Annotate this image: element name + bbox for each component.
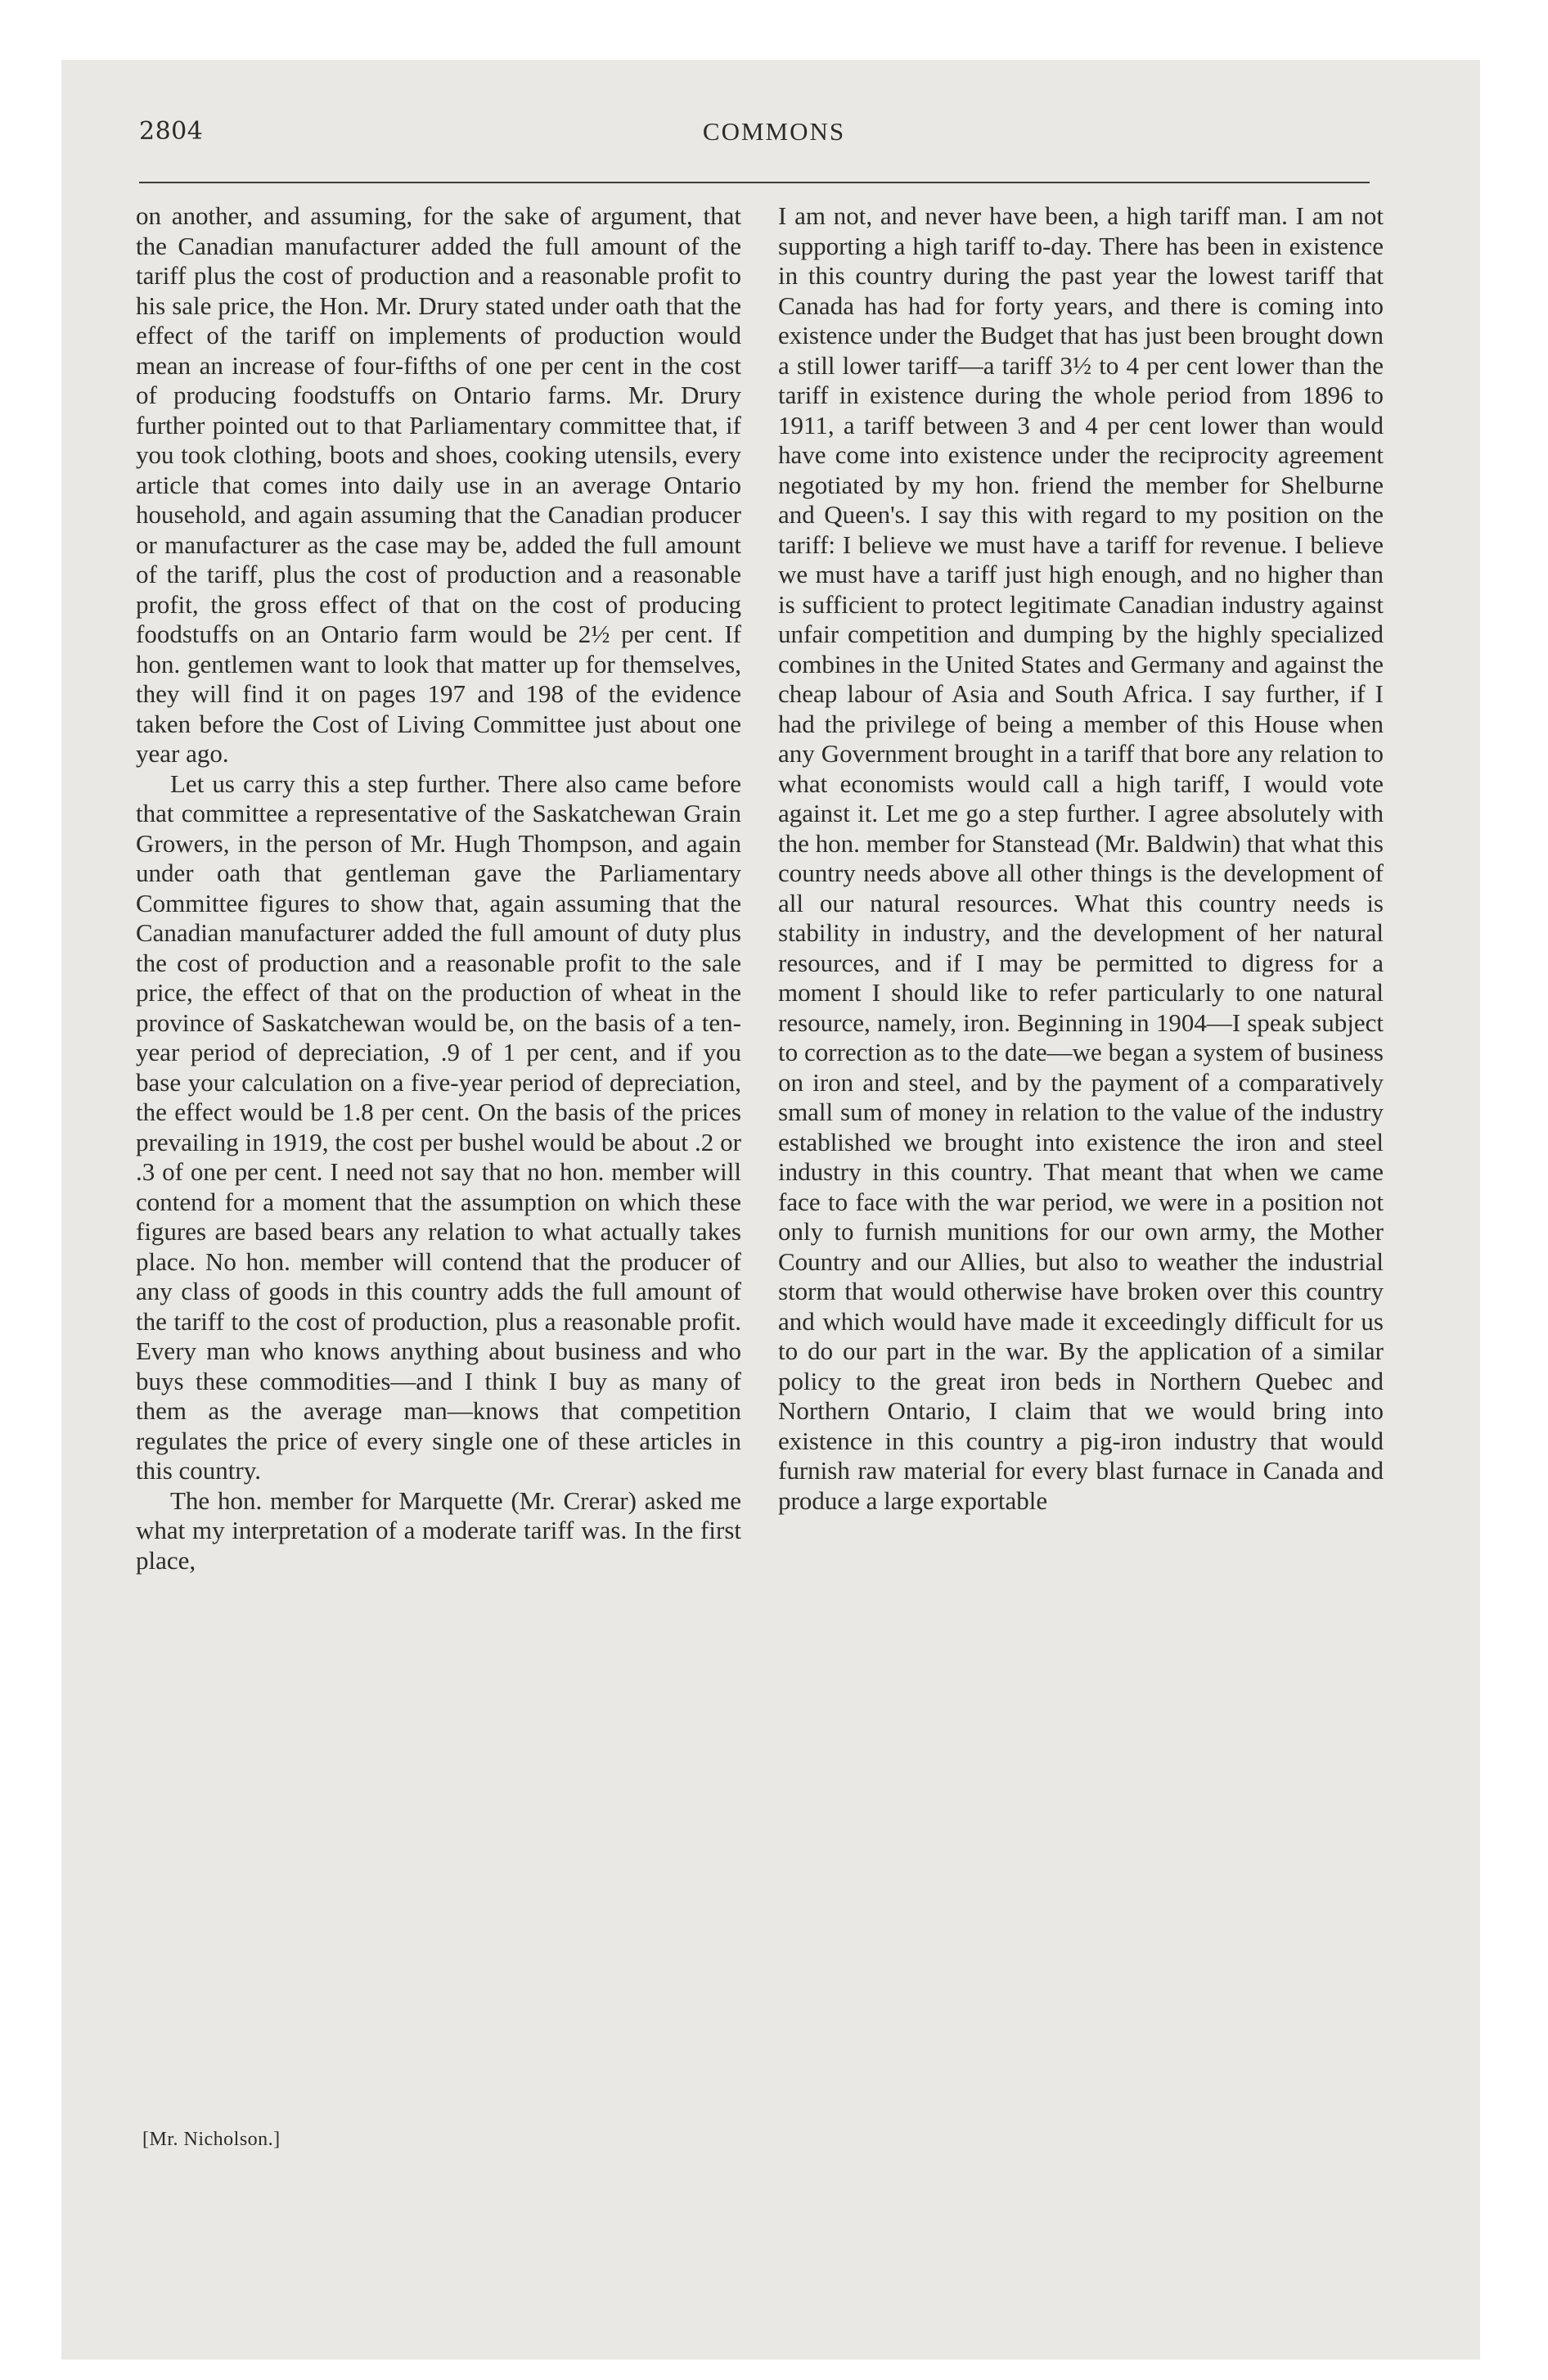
paragraph: The hon. member for Marquette (Mr. Crerar) asked me what my interpretation of a moderate tariff was. In the first place, [136, 1485, 741, 1575]
page-number: 2804 [139, 117, 204, 146]
paragraph: Let us carry this a step further. There also came before that committee a representative of the Saskatchewan Grain Growers, in the person of Mr. Hugh Thompson, and again under oath that gentleman gave the Parliamentary Committee figures to show that, again assuming that the Canadian manufacturer added the full amount of duty plus the cost of production and a reasonable profit to the sale price, the effect of that on the production of wheat in the province of Saskatchewan would be, on the basis of a ten-year period of depreciation, .9 of 1 per cent, and if you base your calculation on a five-year period of depreciation, the effect would be 1.8 per cent. On the basis of the prices prevailing in 1919, the cost per bushel would be about .2 or .3 of one per cent. I need not say that no hon. member will contend for a moment that the assumption on which these figures are based bears any relation to what actually takes place. No hon. member will contend that the producer of any class of goods in this country adds the full amount of the tariff to the cost of production, plus a reasonable profit. Every man who knows anything about business and who buys these commodities—and I think I buy as many of them as the average man—knows that competition regulates the price of every single one of these articles in this country. [136, 769, 741, 1485]
right-column [778, 201, 1384, 1516]
left-column [136, 201, 741, 1575]
paragraph: I am not, and never have been, a high tariff man. I am not supporting a high tariff to-day. There has been in existence in this country during the past year the lowest tariff that Canada has had for forty years, and there is coming into existence under the Budget that has just been brought down a still lower tariff—a tariff 3½ to 4 per cent lower than the tariff in existence during the whole period from 1896 to 1911, a tariff between 3 and 4 per cent lower than would have come into existence under the reciprocity agreement negotiated by my hon. friend the member for Shelburne and Queen's. I say this with regard to my position on the tariff: I believe we must have a tariff for revenue. I believe we must have a tariff just high enough, and no higher than is sufficient to protect legitimate Canadian industry against unfair competition and dumping by the highly specialized combines in the United States and Germany and against the cheap labour of Asia and South Africa. I say further, if I had the privilege of being a member of this House when any Government brought in a tariff that bore any relation to what economists would call a high tariff, I would vote against it. Let me go a step further. I agree absolutely with the hon. member for Stanstead (Mr. Baldwin) that what this country needs above all other things is the development of all our natural resources. What this country needs is stability in industry, and the development of her natural resources, and if I may be permitted to digress for a moment I should like to refer particularly to one natural resource, namely, iron. Beginning in 1904—I speak subject to correction as to the date—we began a system of business on iron and steel, and by the payment of a comparatively small sum of money in relation to the value of the industry established we brought into existence the iron and steel industry in this country. That meant that when we came face to face with the war period, we were in a position not only to furnish munitions for our own army, the Mother Country and our Allies, but also to weather the industrial storm that would otherwise have broken over this country and which would have made it exceedingly difficult for us to do our part in the war. By the application of a similar policy to the great iron beds in Northern Quebec and Northern Ontario, I claim that we would bring into existence in this country a pig-iron industry that would furnish raw material for every blast furnace in Canada and produce a large exportable [778, 201, 1384, 1515]
running-head: COMMONS [702, 117, 846, 146]
speaker-attribution: [Mr. Nicholson.] [142, 2129, 281, 2150]
header-rule [139, 182, 1370, 183]
paragraph: on another, and assuming, for the sake of argument, that the Canadian manufacturer added the full amount of the tariff plus the cost of production and a reasonable profit to his sale price, the Hon. Mr. Drury stated under oath that the effect of the tariff on implements of production would mean an increase of four-fifths of one per cent in the cost of producing foodstuffs on Ontario farms. Mr. Drury further pointed out to that Parliamentary committee that, if you took clothing, boots and shoes, cooking utensils, every article that comes into daily use in an average Ontario household, and again assuming that the Canadian producer or manufacturer as the case may be, added the full amount of the tariff, plus the cost of production and a reasonable profit, the gross effect of that on the cost of producing foodstuffs on an Ontario farm would be 2½ per cent. If hon. gentlemen want to look that matter up for themselves, they will find it on pages 197 and 198 of the evidence taken before the Cost of Living Committee just about one year ago. [136, 201, 741, 768]
